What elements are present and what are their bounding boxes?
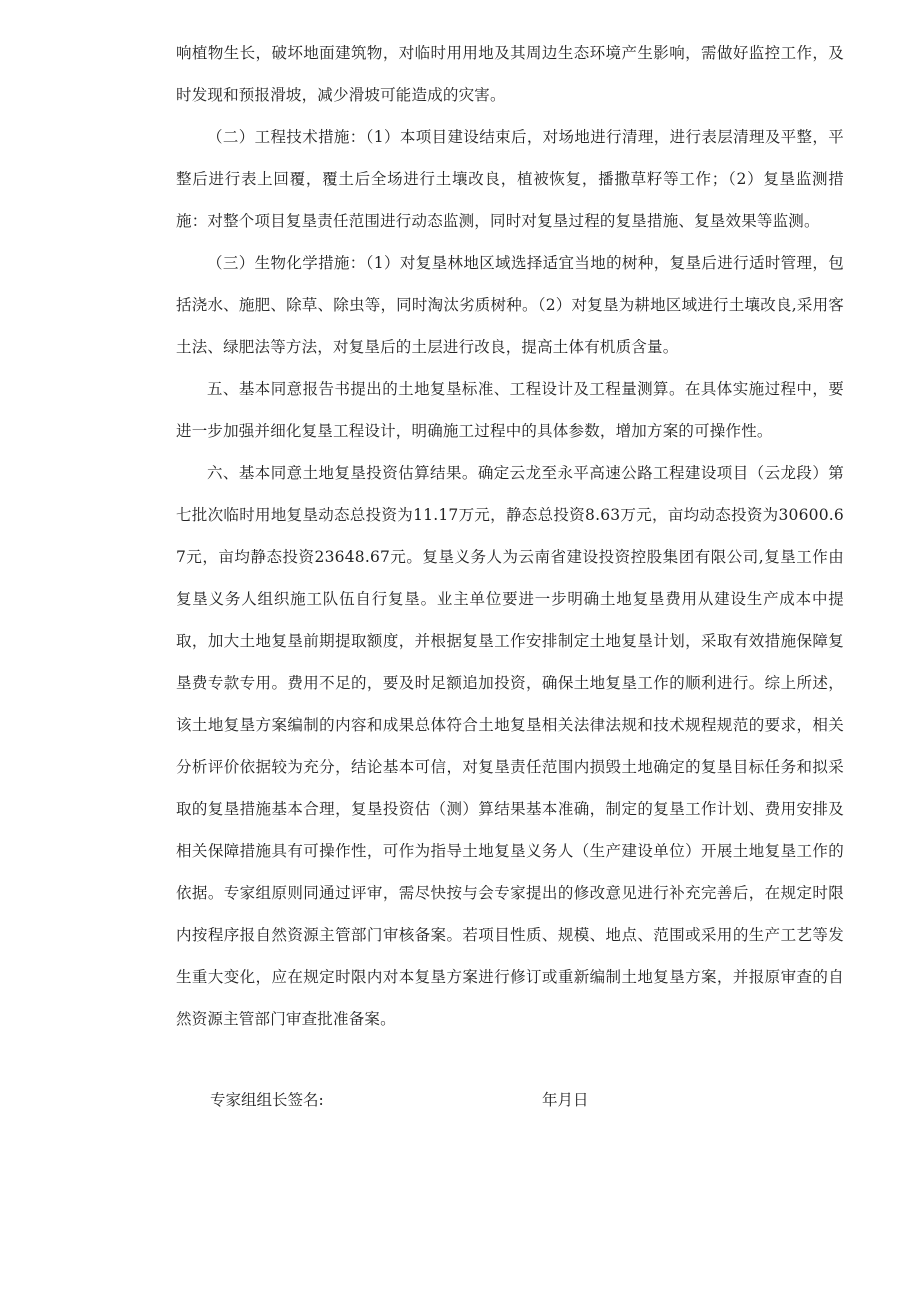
paragraph-continuation: 响植物生长，破坏地面建筑物，对临时用用地及其周边生态环境产生影响，需做好监控工作，及时发现和预报滑坡，减少滑坡可能造成的灾害。 bbox=[176, 44, 844, 104]
paragraph-biochemical-measures: （三）生物化学措施：（1）对复垦林地区域选择适宜当地的树种，复垦后进行适时管理，包括浇水、施肥、除草、除虫等，同时淘汰劣质树种。（2）对复垦为耕地区域进行土壤改良,采用客土法、绿肥法等方法，对复垦后的土层进行改良，提高土体有机质含量。 bbox=[176, 254, 844, 356]
paragraph-item-six: 六、基本同意土地复垦投资估算结果。确定云龙至永平高速公路工程建设项目（云龙段）第七批次临时用地复垦动态总投资为11.17万元，静态总投资8.63万元，亩均动态投资为30600.67元，亩均静态投资23648.67元。复垦义务人为云南省建设投资控股集团有限公司,复垦工作由复垦义务人组织施工队伍自行复垦。业主单位要进一步明确土地复垦费用从建设生产成本中提取，加大土地复垦前期提取额度，并根据复垦工作安排制定土地复垦计划，采取有效措施保障复垦费专款专用。费用不足的，要及时足额追加投资，确保土地复垦工作的顺利进行。综上所述，该土地复垦方案编制的内容和成果总体符合土地复垦相关法律法规和技术规程规范的要求，相关分析评价依据较为充分，结论基本可信，对复垦责任范围内损毁土地确定的复垦目标任务和拟采取的复垦措施基本合理，复垦投资估（测）算结果基本准确，制定的复垦工作计划、费用安排及相关保障措施具有可操作性，可作为指导土地复垦义务人（生产建设单位）开展土地复垦工作的依据。专家组原则同通过评审，需尽快按与会专家提出的修改意见进行补充完善后，在规定时限内按程序报自然资源主管部门审核备案。若项目性质、规模、地点、范围或采用的生产工艺等发生重大变化，应在规定时限内对本复垦方案进行修订或重新编制土地复垦方案，并报原审查的自然资源主管部门审查批准备案。 bbox=[176, 464, 844, 1028]
paragraph-engineering-measures: （二）工程技术措施：（1）本项目建设结束后，对场地进行清理，进行表层清理及平整，平整后进行表上回覆，覆土后全场进行土壤改良，植被恢复，播撒草籽等工作；（2）复垦监测措施：对整个项目复垦责任范围进行动态监测，同时对复垦过程的复垦措施、复垦效果等监测。 bbox=[176, 128, 844, 230]
signature-row bbox=[210, 1086, 770, 1114]
paragraph-item-five: 五、基本同意报告书提出的土地复垦标准、工程设计及工程量测算。在具体实施过程中，要进一步加强并细化复垦工程设计，明确施工过程中的具体参数，增加方案的可操作性。 bbox=[176, 380, 844, 440]
signature-label: 专家组组长签名: bbox=[210, 1091, 324, 1109]
signature-date: 年月日 bbox=[542, 1091, 589, 1109]
document-body bbox=[176, 32, 844, 1040]
